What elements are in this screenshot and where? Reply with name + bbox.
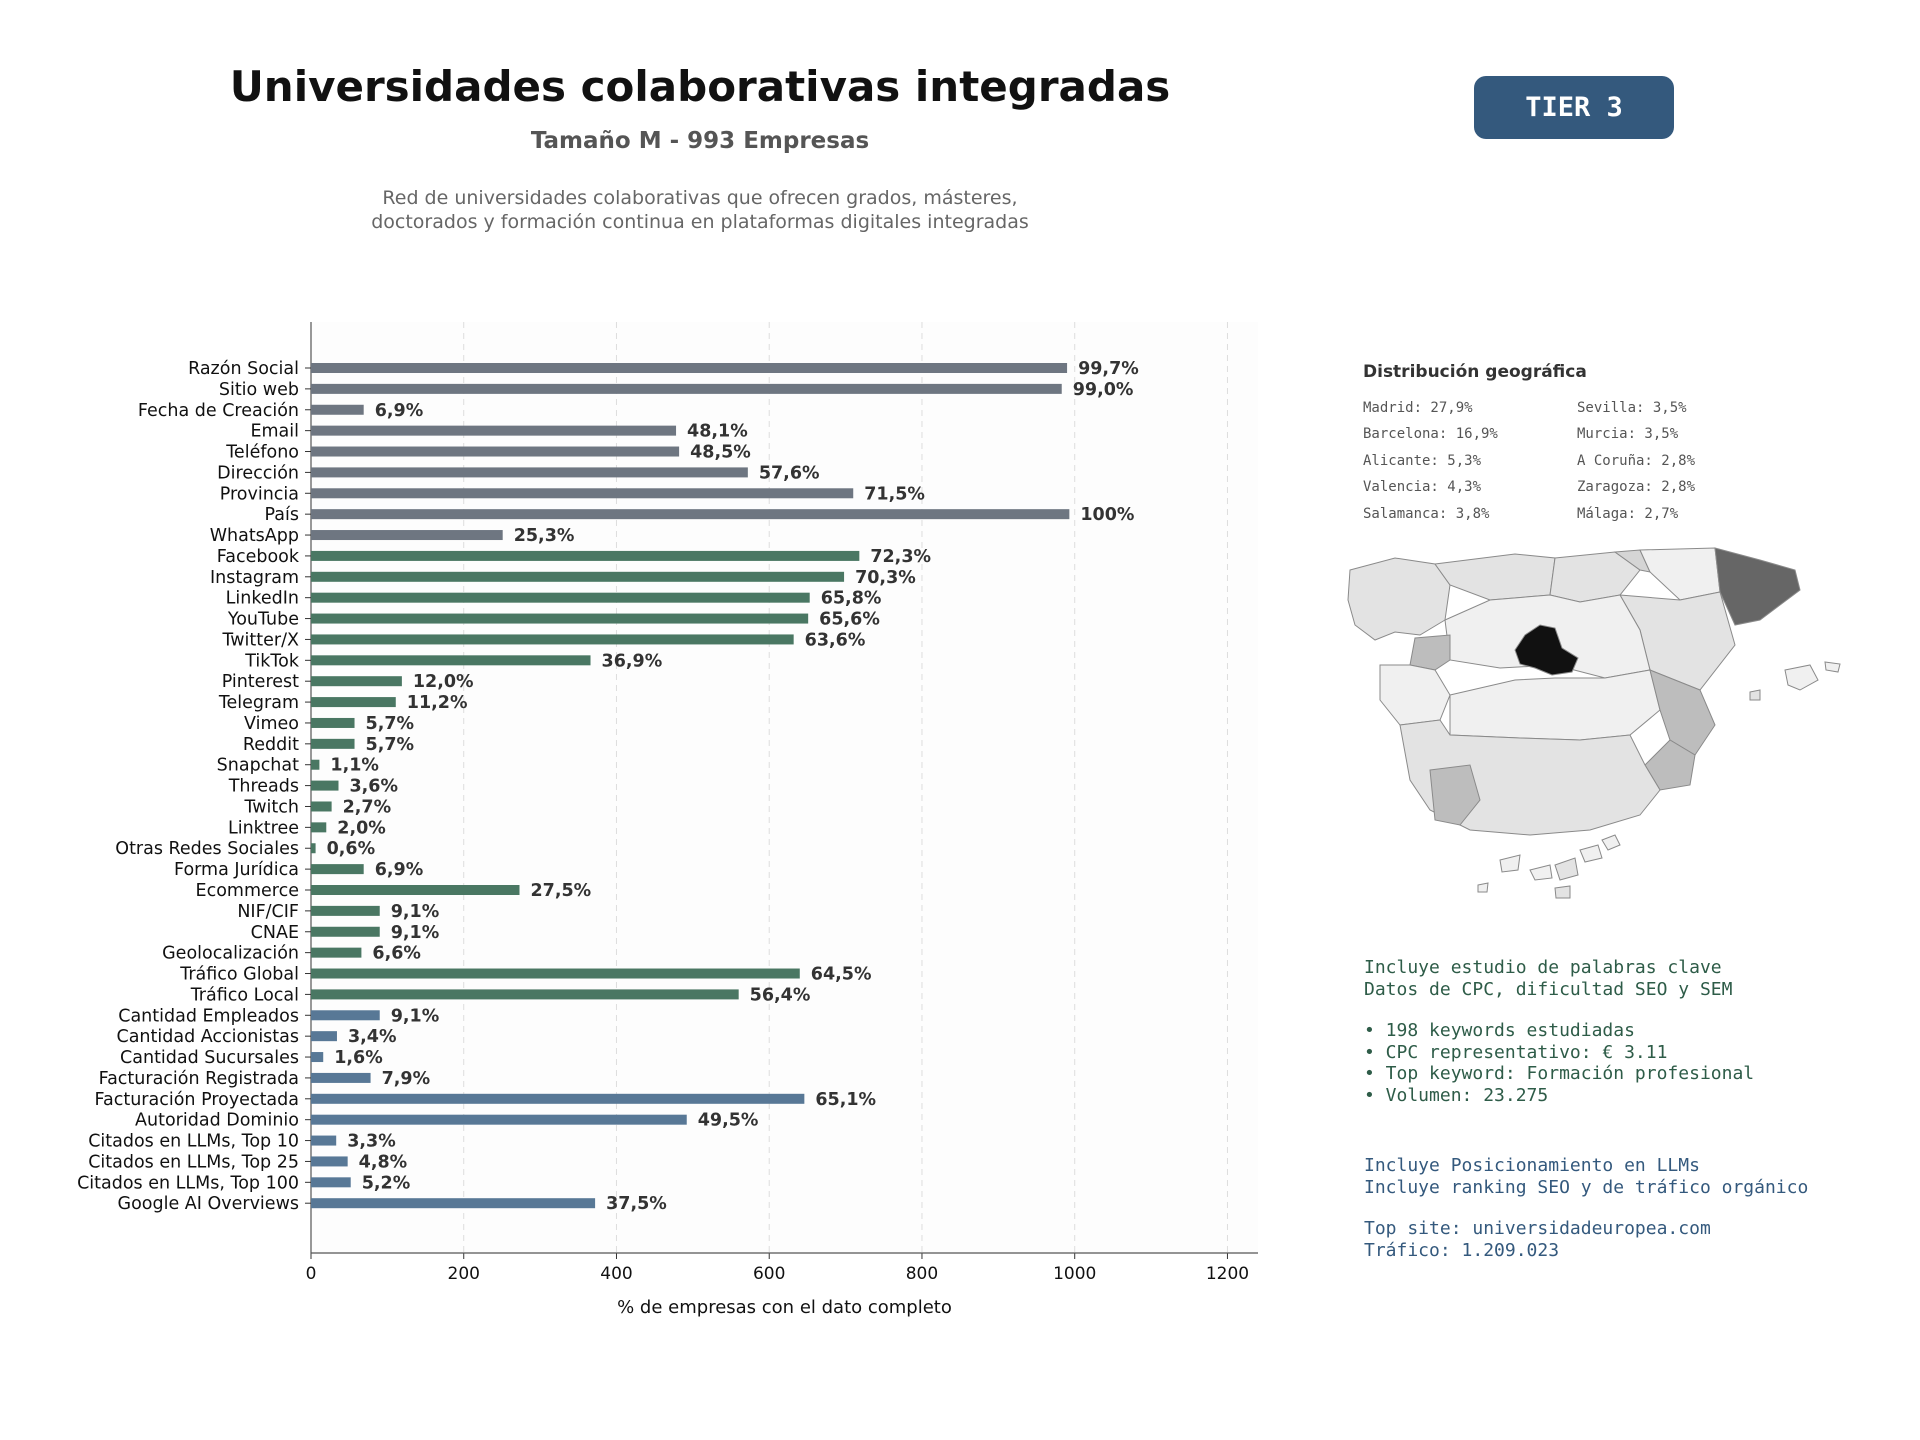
category-label: Cantidad Accionistas (116, 1027, 299, 1048)
geo-item: Valencia: 4,3% (1363, 479, 1482, 496)
bar (311, 467, 748, 477)
category-label: Reddit (242, 734, 299, 755)
map-region (1380, 665, 1450, 725)
data-label: 9,1% (390, 922, 440, 943)
category-label: NIF/CIF (237, 901, 299, 922)
map-region (1580, 845, 1602, 862)
category-label: Tráfico Global (180, 964, 299, 985)
bar (311, 509, 1069, 519)
category-label: Telegram (218, 693, 299, 714)
bar (311, 781, 338, 791)
bar (311, 739, 355, 749)
bar (311, 593, 810, 603)
data-label: 72,3% (870, 546, 932, 567)
map-region (1500, 855, 1520, 872)
category-label: Razón Social (188, 359, 299, 379)
spain-map (1340, 540, 1860, 910)
map-region (1348, 558, 1450, 640)
bar (311, 822, 326, 832)
salamanca-region (1410, 635, 1450, 670)
x-axis-label: % de empresas con el dato completo (617, 1297, 952, 1318)
category-label: Cantidad Empleados (118, 1006, 299, 1027)
data-label: 27,5% (530, 881, 592, 901)
description-line-1: Red de universidades colaborativas que ofrecen grados, másteres, (382, 187, 1018, 209)
data-label: 65,8% (820, 588, 882, 609)
category-label: Vimeo (244, 713, 299, 734)
keywords-bullet-4: • Volumen: 23.275 (1364, 1084, 1549, 1106)
geo-item: A Coruña: 2,8% (1577, 452, 1696, 469)
bar (311, 885, 519, 895)
x-tick-label: 600 (752, 1264, 786, 1284)
bar (311, 906, 380, 916)
category-label: Cantidad Sucursales (120, 1048, 299, 1069)
category-label: Forma Jurídica (174, 860, 299, 881)
x-tick-label: 400 (600, 1264, 633, 1284)
category-label: Dirección (217, 463, 299, 484)
data-label: 71,5% (864, 484, 925, 505)
bar (311, 1010, 380, 1020)
data-label: 3,3% (347, 1131, 396, 1152)
category-label: Facebook (216, 546, 299, 567)
map-region (1478, 883, 1488, 892)
category-label: Instagram (209, 567, 299, 588)
bar (311, 363, 1067, 373)
x-tick-label: 1200 (1205, 1264, 1250, 1284)
keywords-line-2: Datos de CPC, dificultad SEO y SEM (1364, 978, 1733, 1000)
bar (311, 676, 402, 686)
geo-item: Salamanca: 3,8% (1363, 505, 1490, 522)
keywords-bullet-1: • 198 keywords estudiadas (1364, 1020, 1635, 1041)
data-label: 5,7% (365, 734, 415, 755)
bar (311, 634, 794, 644)
bar (311, 384, 1062, 394)
data-label: 70,3% (855, 567, 916, 588)
data-label: 48,1% (687, 421, 748, 442)
tier-badge: TIER 3 (1474, 76, 1674, 139)
x-tick-label: 0 (305, 1264, 317, 1284)
category-label: Snapchat (216, 755, 299, 776)
data-label: 4,8% (358, 1152, 408, 1173)
data-label: 64,5% (810, 964, 872, 985)
data-label: 2,7% (342, 797, 392, 818)
category-label: Pinterest (221, 672, 299, 693)
data-label: 11,2% (406, 693, 468, 714)
bar (311, 1198, 595, 1208)
category-label: Ecommerce (195, 881, 299, 901)
data-label: 57,6% (758, 463, 820, 484)
map-region (1602, 835, 1620, 850)
data-label: 6,9% (374, 860, 424, 881)
data-label: 49,5% (697, 1110, 759, 1131)
data-label: 99,7% (1078, 359, 1139, 379)
bar (311, 1052, 323, 1062)
category-label: Fecha de Creación (137, 400, 299, 421)
bar (311, 760, 319, 770)
bar (311, 1136, 336, 1146)
data-label: 9,1% (390, 901, 440, 922)
bar (311, 1073, 371, 1083)
bar (311, 551, 859, 561)
data-label: 25,3% (513, 526, 575, 547)
category-label: Geolocalización (162, 943, 299, 964)
bar (311, 843, 316, 853)
map-region (1555, 858, 1578, 880)
map-region (1435, 554, 1555, 600)
data-label: 2,0% (337, 818, 386, 839)
peninsula-regions (1348, 548, 1800, 835)
data-label: 3,6% (349, 776, 399, 797)
category-label: Facturación Registrada (98, 1068, 299, 1089)
category-label: Sitio web (218, 379, 299, 400)
llm-top-site: Top site: universidadeuropea.com (1364, 1218, 1711, 1239)
bar (311, 1115, 687, 1125)
barcelona-region (1715, 548, 1800, 625)
x-tick-label: 800 (905, 1264, 939, 1284)
bar (311, 1094, 804, 1104)
bar (311, 530, 503, 540)
keywords-bullet-3: • Top keyword: Formación profesional (1364, 1063, 1755, 1084)
data-label: 65,1% (815, 1089, 877, 1110)
bar (311, 948, 361, 958)
bar (311, 1031, 337, 1041)
geo-item: Alicante: 5,3% (1363, 452, 1482, 469)
keywords-bullet-2: • CPC representativo: € 3.11 (1364, 1041, 1668, 1063)
data-label: 37,5% (606, 1194, 667, 1215)
keywords-line-1: Incluye estudio de palabras clave (1364, 957, 1722, 978)
bar (311, 989, 739, 999)
category-label: Provincia (219, 484, 299, 505)
data-label: 6,6% (372, 943, 421, 964)
category-label: Threads (228, 776, 299, 797)
geo-distribution-list (1363, 399, 1783, 523)
bar (311, 572, 844, 582)
bar (311, 405, 364, 415)
category-label: Twitter/X (222, 630, 299, 651)
bar (311, 1177, 351, 1187)
geo-item: Málaga: 2,7% (1577, 505, 1679, 522)
map-region (1555, 886, 1570, 898)
page-title: Universidades colaborativas integradas (229, 62, 1171, 111)
bar (311, 426, 676, 436)
data-label: 48,5% (690, 442, 751, 463)
data-label: 12,0% (412, 672, 474, 693)
llm-line-2: Incluye ranking SEO y de tráfico orgánico (1364, 1176, 1809, 1198)
category-label: Google AI Overviews (117, 1194, 299, 1215)
category-label: Email (250, 421, 299, 442)
category-label: Linktree (227, 818, 299, 839)
category-label: País (264, 505, 299, 526)
map-region (1825, 662, 1840, 672)
category-label: TikTok (245, 651, 299, 672)
data-label: 99,0% (1072, 379, 1134, 400)
bar (311, 969, 800, 979)
keywords-info (1364, 957, 1754, 1106)
category-label: Otras Redes Sociales (115, 839, 299, 860)
category-label: Citados en LLMs, Top 10 (88, 1131, 299, 1152)
x-tick-label: 200 (447, 1264, 480, 1284)
category-label: CNAE (250, 922, 299, 943)
bar (311, 488, 853, 498)
llm-traffic: Tráfico: 1.209.023 (1364, 1239, 1560, 1261)
geo-item: Sevilla: 3,5% (1577, 400, 1687, 416)
bar (311, 655, 591, 665)
bar (311, 447, 679, 457)
bar (311, 864, 364, 874)
data-label: 5,7% (365, 713, 415, 734)
data-label: 1,6% (334, 1048, 383, 1069)
category-label: Twitch (244, 797, 299, 818)
data-label: 3,4% (347, 1027, 397, 1048)
llm-line-1: Incluye Posicionamiento en LLMs (1364, 1155, 1700, 1176)
geo-item: Madrid: 27,9% (1363, 400, 1473, 416)
data-label: 5,2% (361, 1173, 411, 1194)
llm-info (1364, 1155, 1808, 1261)
category-label: Autoridad Dominio (135, 1110, 299, 1131)
map-region (1450, 670, 1660, 740)
geo-item: Barcelona: 16,9% (1363, 426, 1498, 443)
data-label: 36,9% (601, 651, 663, 672)
data-label: 6,9% (374, 400, 424, 421)
data-label: 100% (1080, 505, 1135, 526)
bar (311, 718, 355, 728)
geo-item: Zaragoza: 2,8% (1577, 479, 1696, 496)
category-label: LinkedIn (225, 588, 299, 609)
map-region (1750, 690, 1760, 700)
geo-title: Distribución geográfica (1363, 362, 1587, 382)
category-label: Citados en LLMs, Top 100 (77, 1173, 299, 1194)
description-line-2: doctorados y formación continua en plataformas digitales integradas (371, 211, 1029, 233)
data-label: 65,6% (819, 609, 880, 630)
category-label: Facturación Proyectada (94, 1089, 299, 1110)
data-label: 63,6% (804, 630, 866, 651)
map-region (1785, 665, 1818, 690)
data-label: 7,9% (381, 1068, 431, 1089)
bar (311, 927, 380, 937)
bar (311, 697, 396, 707)
category-label: WhatsApp (209, 526, 299, 547)
bar (311, 801, 332, 811)
category-label: Tráfico Local (190, 985, 299, 1006)
category-label: Citados en LLMs, Top 25 (88, 1152, 299, 1173)
geo-item: Murcia: 3,5% (1577, 426, 1679, 443)
category-label: Teléfono (226, 442, 299, 463)
page-subtitle: Tamaño M - 993 Empresas (530, 128, 870, 154)
data-label: 1,1% (330, 755, 379, 776)
plot-area (311, 322, 1258, 1253)
map-region (1530, 865, 1552, 880)
category-label: YouTube (227, 609, 299, 630)
data-label: 0,6% (326, 839, 376, 860)
map-region (1640, 548, 1720, 600)
data-label: 56,4% (749, 985, 811, 1006)
x-tick-label: 1000 (1053, 1264, 1097, 1284)
bar (311, 1156, 348, 1166)
bar (311, 614, 808, 624)
data-label: 9,1% (390, 1006, 440, 1027)
